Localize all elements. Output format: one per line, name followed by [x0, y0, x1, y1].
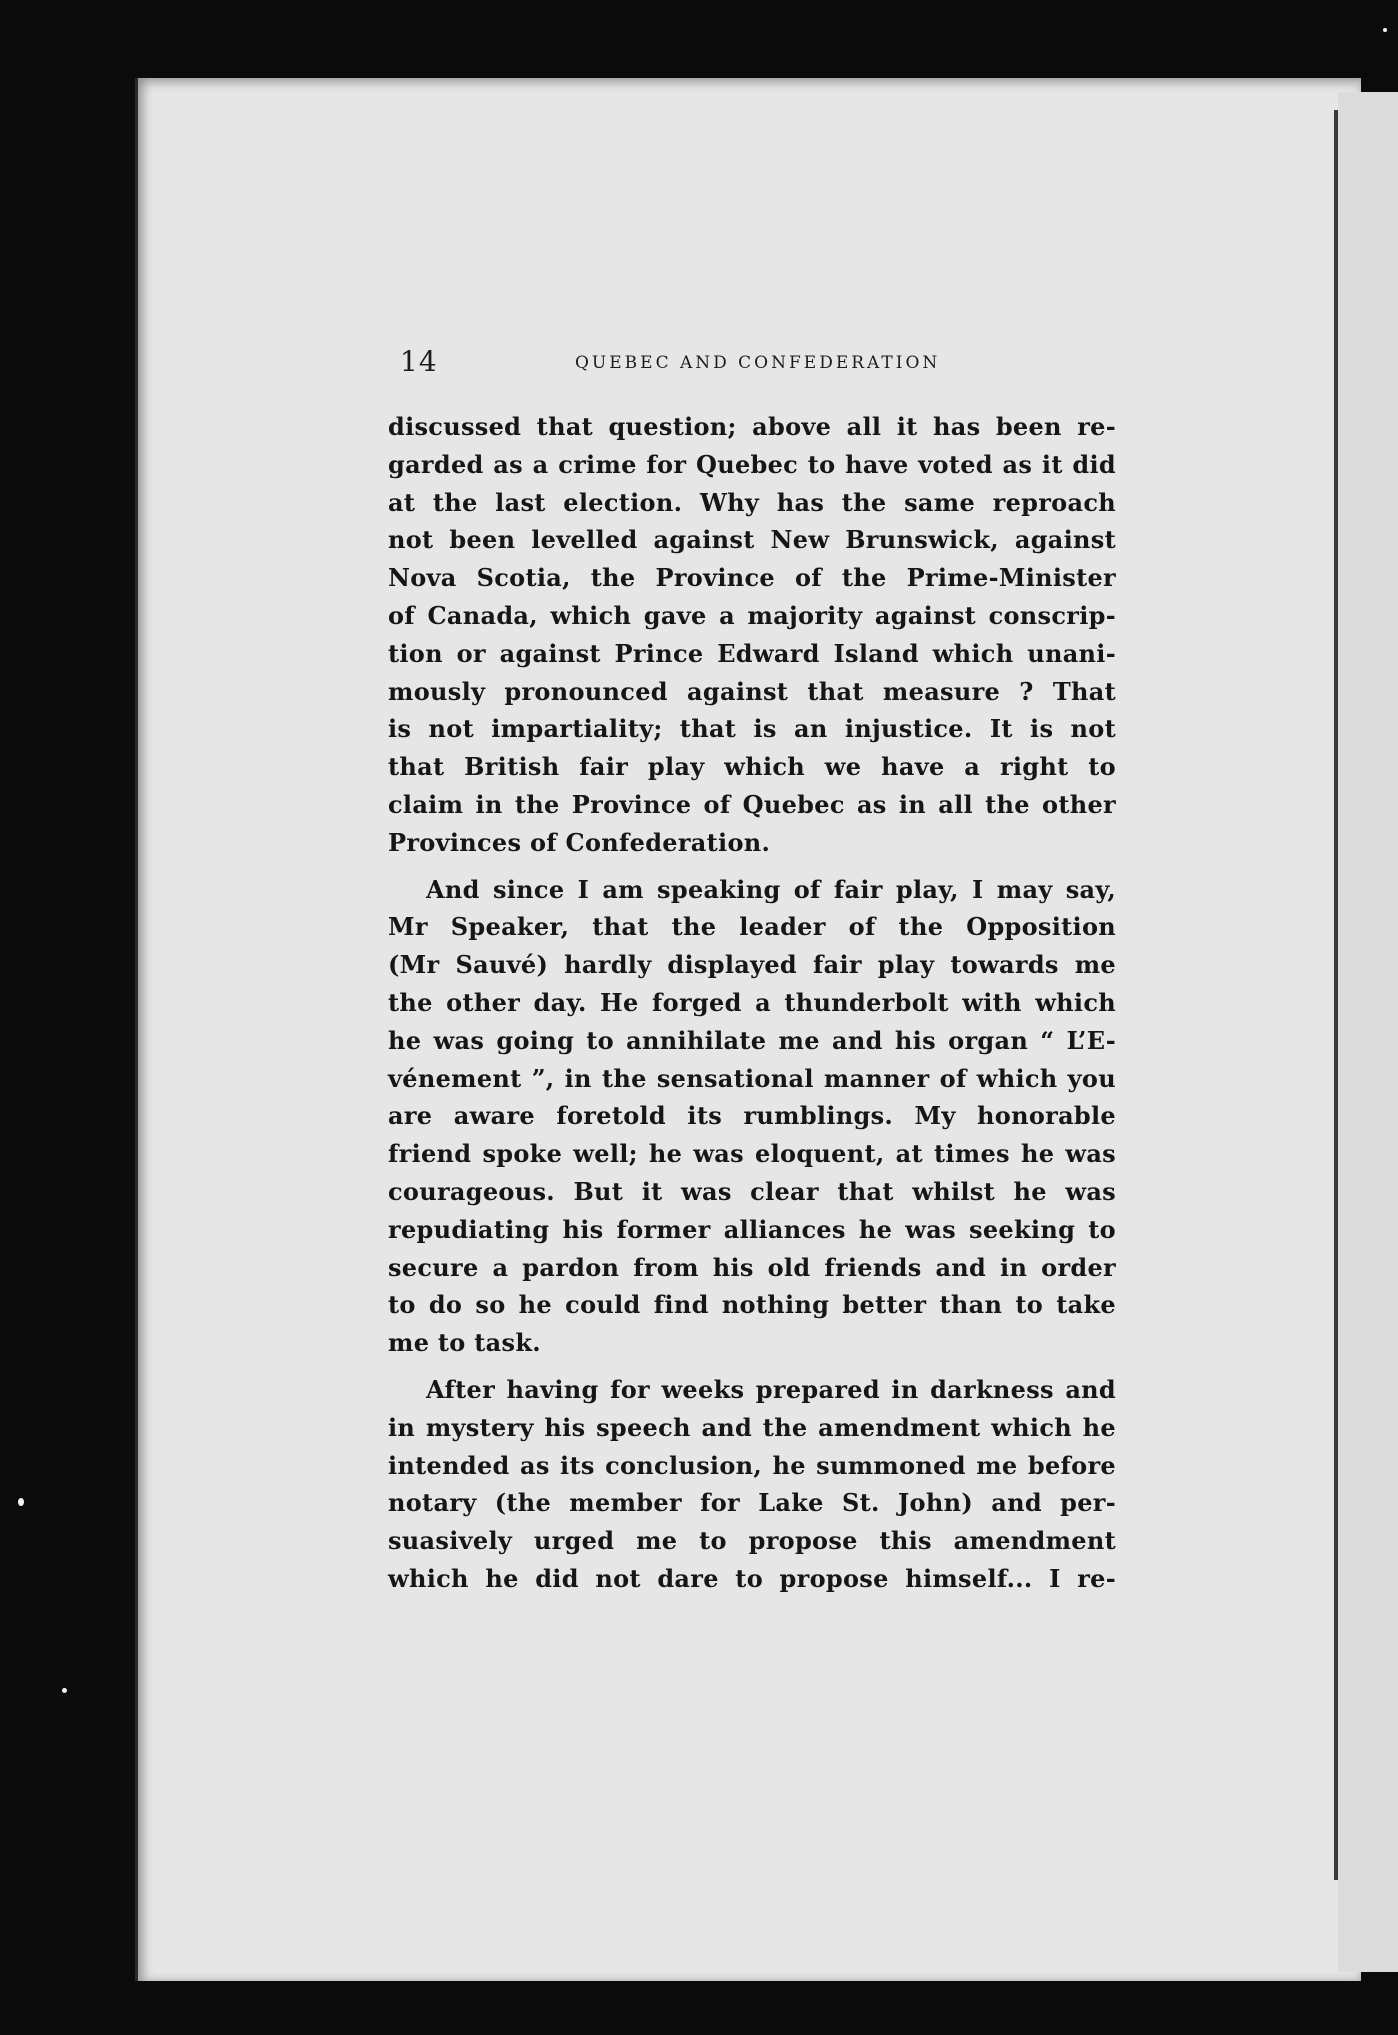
text-line: secure a pardon from his old friends and in order	[388, 1252, 1116, 1282]
text-line: me to task.	[388, 1328, 541, 1358]
text-line: courageous. But it was clear that whilst he was	[388, 1176, 1116, 1206]
text-line: that British fair play which we have a right to	[388, 752, 1116, 782]
text-line: mously pronounced against that measure ? That	[388, 676, 1116, 706]
scan-speck	[62, 1688, 67, 1693]
scan-speck	[18, 1498, 24, 1506]
page-body	[388, 408, 1116, 1607]
running-title: QUEBEC AND CONFEDERATION	[575, 353, 941, 373]
running-header	[400, 345, 1120, 385]
page-number: 14	[400, 345, 438, 378]
text-line: in mystery his speech and the amendment which he	[388, 1412, 1116, 1442]
text-line: are aware foretold its rumblings. My honorable	[388, 1101, 1116, 1131]
scan-speck	[1383, 28, 1387, 32]
text-line: of Canada, which gave a majority against conscrip-	[388, 600, 1116, 630]
text-line: garded as a crime for Quebec to have voted as it did	[388, 449, 1116, 479]
text-line: is not impartiality; that is an injustice. It is not	[388, 714, 1116, 744]
text-line: intended as its conclusion, he summoned me before	[388, 1450, 1116, 1480]
text-line: repudiating his former alliances he was seeking to	[388, 1214, 1116, 1244]
text-line: vénement ”, in the sensational manner of which you	[388, 1063, 1116, 1093]
text-line: friend spoke well; he was eloquent, at times he was	[388, 1139, 1116, 1169]
page-gutter-line	[1334, 110, 1338, 1880]
text-line: claim in the Province of Quebec as in all the other	[388, 789, 1116, 819]
text-line: the other day. He forged a thunderbolt with which	[388, 987, 1116, 1017]
text-line: Provinces of Confederation.	[388, 827, 771, 857]
text-line: Nova Scotia, the Province of the Prime-Minister	[388, 563, 1116, 593]
text-line: tion or against Prince Edward Island which unani-	[388, 638, 1116, 668]
text-line: to do so he could find nothing better than to take	[388, 1290, 1116, 1320]
paragraph	[388, 408, 1116, 862]
text-line: And since I am speaking of fair play, I may say,	[426, 874, 1116, 904]
paragraph	[388, 1371, 1116, 1598]
text-line: which he did not dare to propose himself... I re-	[388, 1563, 1116, 1593]
text-line: not been levelled against New Brunswick, against	[388, 525, 1116, 555]
facing-page-edge	[1338, 92, 1398, 1972]
text-line: (Mr Sauvé) hardly displayed fair play towards me	[388, 950, 1116, 980]
paragraph	[388, 871, 1116, 1362]
text-line: notary (the member for Lake St. John) and per-	[388, 1488, 1116, 1518]
text-line: discussed that question; above all it has been re-	[388, 412, 1116, 441]
text-line: at the last election. Why has the same reproach	[388, 487, 1116, 517]
text-line: After having for weeks prepared in darkness and	[426, 1374, 1116, 1404]
text-line: Mr Speaker, that the leader of the Opposition	[388, 912, 1116, 942]
text-line: he was going to annihilate me and his organ “ L’E-	[388, 1025, 1116, 1055]
text-line: suasively urged me to propose this amendment	[388, 1526, 1116, 1556]
